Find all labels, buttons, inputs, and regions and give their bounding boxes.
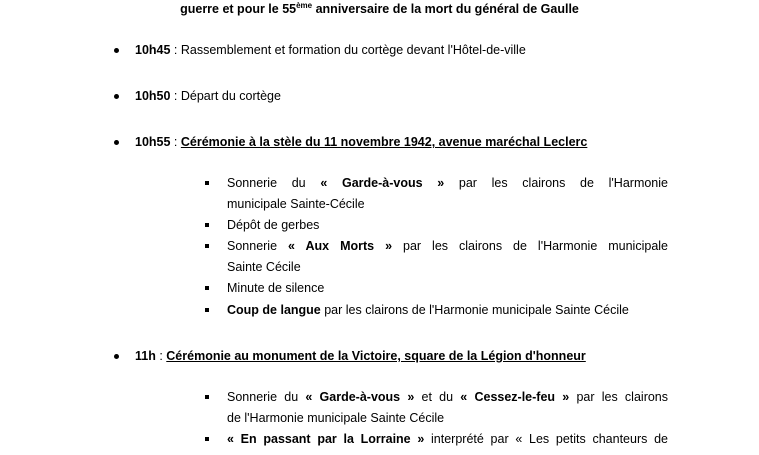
program-time: 10h55 [135, 135, 171, 149]
bullet-icon [114, 140, 119, 145]
list-item: Minute de silence [205, 278, 668, 299]
list-item: Sonnerie du « Garde-à-vous » par les clairons de l'Harmonie municipale Sainte-Cécile [205, 173, 668, 215]
intro-text-pre: guerre et pour le 55 [180, 2, 297, 16]
list-item: Sonnerie « Aux Morts » par les clairons de l'Harmonie municipale Sainte Cécile [205, 236, 668, 278]
ordinal-superscript: ème [296, 1, 313, 10]
bullet-icon [114, 94, 119, 99]
list-item: Sonnerie du « Garde-à-vous » et du « Cessez-le-feu » par les clairons de l'Harmonie municipale Sainte Cécile [205, 387, 668, 429]
document-page: guerre et pour le 55ème anniversaire de la mort du général de Gaulle 10h45 : Rassemblement et formation du cortège devant l'Hôtel-de-ville 10h50 : Départ du cortège 10h55 : Cérémonie à la stèle du 11 novembre 1942, avenue maréchal Leclerc Sonnerie du « Garde-à-vous » par les clairons de l'Harmonie municipale Sainte-Cécile Dépôt de gerbes Sonnerie « Aux Morts » par les clairons de l'Harmonie municipale Sainte Cécile Minute de silence Coup de langue par les clairons de l'Harmonie municipale Sainte Cécile 11h : Cérémonie au monument de la Victoire, square de la Légion d'honneur Sonnerie du « Garde-à-vous » et du « Cessez-le-feu » par les clairons de l'Harmonie municipale Sainte Cécile « En passant par la Lorraine » interprété par « Les petits chanteurs de [0, 0, 759, 455]
list-item: Coup de langue par les clairons de l'Harmonie municipale Sainte Cécile [205, 300, 668, 321]
program-time: 11h [135, 349, 156, 363]
list-item: Dépôt de gerbes [205, 215, 668, 236]
bullet-icon [114, 48, 119, 53]
square-bullet-icon [205, 437, 209, 441]
program-heading: Cérémonie au monument de la Victoire, square de la Légion d'honneur [166, 349, 586, 363]
program-time: 10h45 [135, 43, 171, 57]
list-item: « En passant par la Lorraine » interprété par « Les petits chanteurs de [205, 429, 668, 450]
program-heading: Cérémonie à la stèle du 11 novembre 1942, avenue maréchal Leclerc [180, 135, 588, 149]
square-bullet-icon [205, 181, 209, 185]
intro-text-post: anniversaire de la mort du général de Gaulle [312, 2, 579, 16]
square-bullet-icon [205, 286, 209, 290]
program-time: 10h50 [135, 89, 171, 103]
program-text: Rassemblement et formation du cortège devant l'Hôtel-de-ville [180, 43, 526, 57]
bullet-icon [114, 354, 119, 359]
intro-line [0, 0, 759, 17]
square-bullet-icon [205, 244, 209, 248]
square-bullet-icon [205, 223, 209, 227]
square-bullet-icon [205, 395, 209, 399]
square-bullet-icon [205, 308, 209, 312]
program-text: Départ du cortège [180, 89, 281, 103]
